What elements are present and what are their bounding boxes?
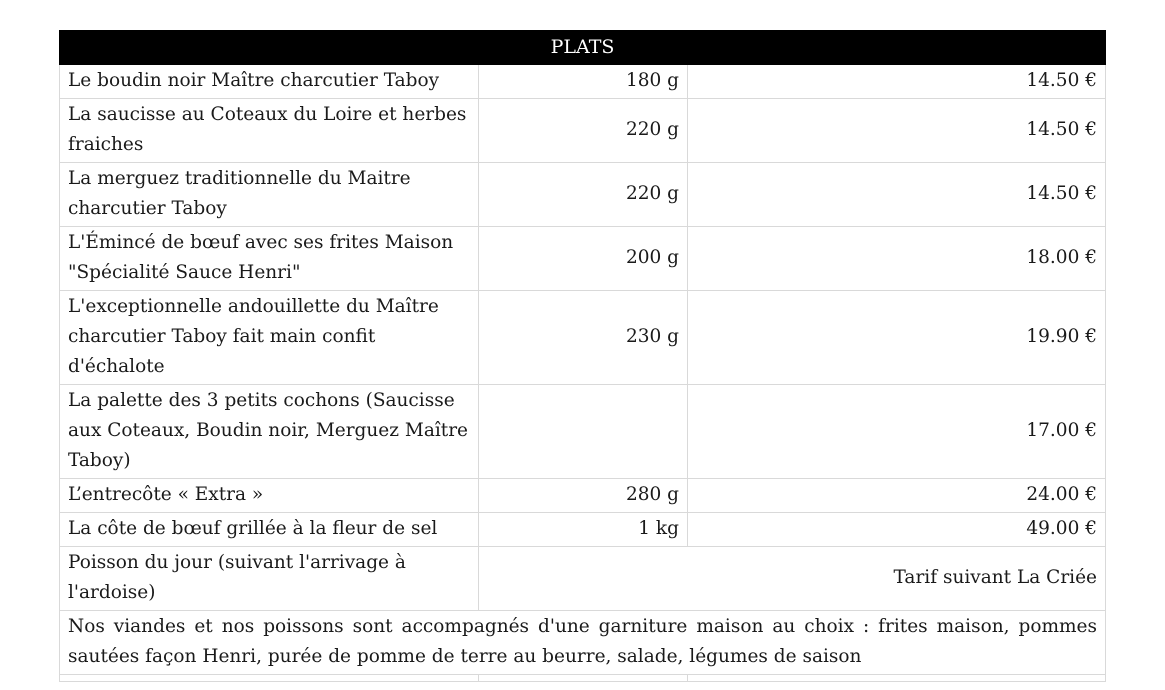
fish-price-note: Tarif suivant La Criée: [479, 547, 1106, 611]
menu-item-row: [60, 163, 1106, 227]
dish-price: 14.50 €: [688, 163, 1106, 227]
next-row-stub: [60, 675, 1106, 682]
dish-quantity: 220 g: [479, 163, 688, 227]
plats-menu-table: [59, 30, 1106, 682]
dish-quantity: 220 g: [479, 99, 688, 163]
fish-of-the-day-row: [60, 547, 1106, 611]
dish-name: L’entrecôte « Extra »: [60, 479, 479, 513]
dish-price: 19.90 €: [688, 291, 1106, 385]
menu-item-row: [60, 479, 1106, 513]
menu-item-row: [60, 513, 1106, 547]
dish-name: La saucisse au Coteaux du Loire et herbes fraiches: [60, 99, 479, 163]
dish-quantity: 280 g: [479, 479, 688, 513]
table-header-row: [60, 31, 1106, 65]
menu-item-row: [60, 65, 1106, 99]
dish-name: L'Émincé de bœuf avec ses frites Maison "Spécialité Sauce Henri": [60, 227, 479, 291]
dish-price: 24.00 €: [688, 479, 1106, 513]
dish-name: Poisson du jour (suivant l'arrivage à l'ardoise): [60, 547, 479, 611]
garnish-note: Nos viandes et nos poissons sont accompagnés d'une garniture maison au choix : frites maison, pommes sautées façon Henri, purée de pomme de terre au beurre, salade, légumes de saison: [60, 611, 1106, 675]
dish-name: Le boudin noir Maître charcutier Taboy: [60, 65, 479, 99]
dish-name: La palette des 3 petits cochons (Saucisse aux Coteaux, Boudin noir, Merguez Maître Taboy): [60, 385, 479, 479]
dish-quantity: [479, 385, 688, 479]
dish-name: La côte de bœuf grillée à la fleur de sel: [60, 513, 479, 547]
empty-cell: [479, 675, 688, 682]
dish-quantity: 200 g: [479, 227, 688, 291]
dish-name: L'exceptionnelle andouillette du Maître charcutier Taboy fait main confit d'échalote: [60, 291, 479, 385]
dish-price: 14.50 €: [688, 99, 1106, 163]
dish-price: 17.00 €: [688, 385, 1106, 479]
dish-price: 18.00 €: [688, 227, 1106, 291]
dish-price: 14.50 €: [688, 65, 1106, 99]
empty-cell: [60, 675, 479, 682]
menu-item-row: [60, 385, 1106, 479]
dish-quantity: 1 kg: [479, 513, 688, 547]
dish-price: 49.00 €: [688, 513, 1106, 547]
dish-quantity: 230 g: [479, 291, 688, 385]
empty-cell: [688, 675, 1106, 682]
menu-item-row: [60, 99, 1106, 163]
dish-quantity: 180 g: [479, 65, 688, 99]
menu-item-row: [60, 227, 1106, 291]
section-title: PLATS: [60, 31, 1106, 65]
menu-item-row: [60, 291, 1106, 385]
garnish-note-row: [60, 611, 1106, 675]
dish-name: La merguez traditionnelle du Maitre charcutier Taboy: [60, 163, 479, 227]
